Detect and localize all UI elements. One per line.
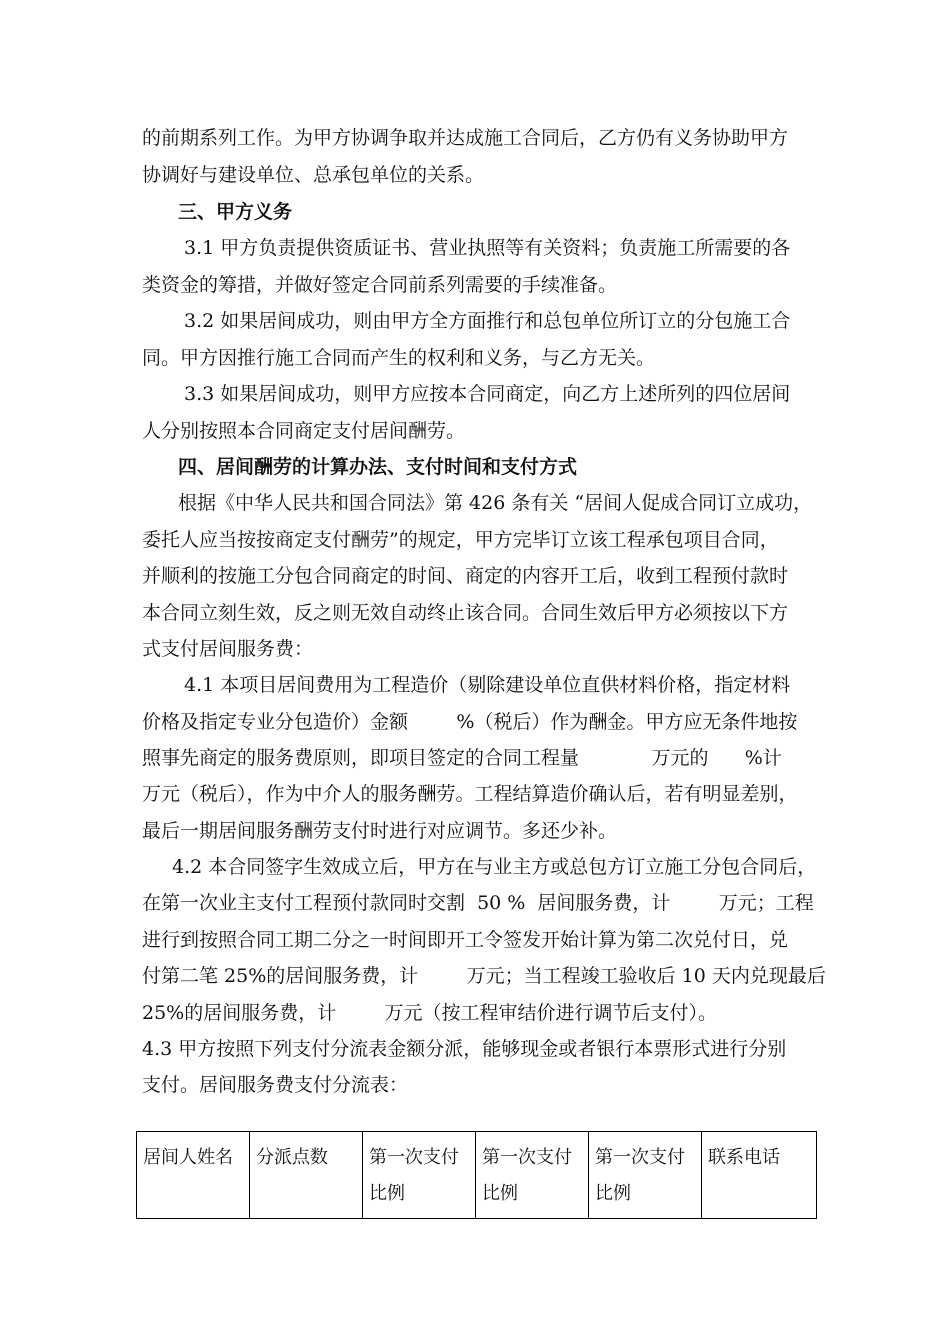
text-line: 式支付居间服务费：: [142, 638, 314, 660]
text-line: 最后一期居间服务酬劳支付时进行对应调节。多还少补。: [142, 820, 618, 842]
text-line: 协调好与建设单位、总承包单位的关系。: [142, 164, 485, 186]
table-header-cell: 居间人姓名: [137, 1132, 250, 1219]
text-line: 价格及指定专业分包造价）金额 %（税后）作为酬金。甲方应无条件地按: [142, 711, 798, 733]
text-line: 支付。居间服务费支付分流表：: [142, 1074, 409, 1096]
table-header-cell: 分派点数: [250, 1132, 363, 1219]
table-header-cell: 第一次支付比例: [589, 1132, 702, 1219]
text-line: 根据《中华人民共和国合同法》第 426 条有关 “居间人促成合同订立成功，: [178, 492, 813, 514]
text-line: 3.1 甲方负责提供资质证书、营业执照等有关资料；负责施工所需要的各: [184, 237, 791, 259]
text-line: 25%的居间服务费，计 万元（按工程审结价进行调节后支付）。: [142, 1002, 718, 1024]
section-heading: 三、甲方义务: [178, 201, 293, 223]
text-line: 委托人应当按按商定支付酬劳”的规定，甲方完毕订立该工程承包项目合同，: [142, 529, 779, 551]
text-line: 付第二笔 25%的居间服务费，计 万元；当工程竣工验收后 10 天内兑现最后: [142, 965, 826, 987]
text-line: 并顺利的按施工分包合同商定的时间、商定的内容开工后，收到工程预付款时: [142, 565, 789, 587]
text-line: 的前期系列工作。为甲方协调争取并达成施工合同后，乙方仍有义务协助甲方: [142, 127, 789, 149]
text-line: 进行到按照合同工期二分之一时间即开工令签发开始计算为第二次兑付日，兑: [142, 929, 789, 951]
text-line: 本合同立刻生效，反之则无效自动终止该合同。合同生效后甲方必须按以下方: [142, 602, 789, 624]
text-line: 在第一次业主支付工程预付款同时交割 50 % 居间服务费，计 万元；工程: [142, 892, 814, 914]
table-header-row: [137, 1132, 817, 1219]
text-line: 4.1 本项目居间费用为工程造价（剔除建设单位直供材料价格，指定材料: [184, 674, 791, 696]
text-line: 类资金的筹措，并做好签定合同前系列需要的手续准备。: [142, 274, 618, 296]
text-line: 同。甲方因推行施工合同而产生的权利和义务，与乙方无关。: [142, 347, 656, 369]
text-line: 人分别按照本合同商定支付居间酬劳。: [142, 420, 466, 442]
text-line: 万元（税后），作为中介人的服务酬劳。工程结算造价确认后，若有明显差别，: [142, 783, 798, 805]
table-header-cell: 第一次支付比例: [476, 1132, 589, 1219]
distribution-table: [136, 1131, 817, 1219]
section-heading: 四、居间酬劳的计算办法、支付时间和支付方式: [178, 456, 578, 478]
text-line: 4.3 甲方按照下列支付分流表金额分派，能够现金或者银行本票形式进行分别: [142, 1038, 787, 1060]
text-line: 4.2 本合同签字生效成立后，甲方在与业主方或总包方订立施工分包合同后，: [172, 856, 817, 878]
text-line: 3.2 如果居间成功，则由甲方全方面推行和总包单位所订立的分包施工合: [184, 310, 791, 332]
text-line: 3.3 如果居间成功，则甲方应按本合同商定，向乙方上述所列的四位居间: [184, 383, 791, 405]
text-line: 照事先商定的服务费原则，即项目签定的合同工程量 万元的 %计: [142, 747, 782, 769]
table-header-cell: 第一次支付比例: [363, 1132, 476, 1219]
table-header-cell: 联系电话: [702, 1132, 817, 1219]
